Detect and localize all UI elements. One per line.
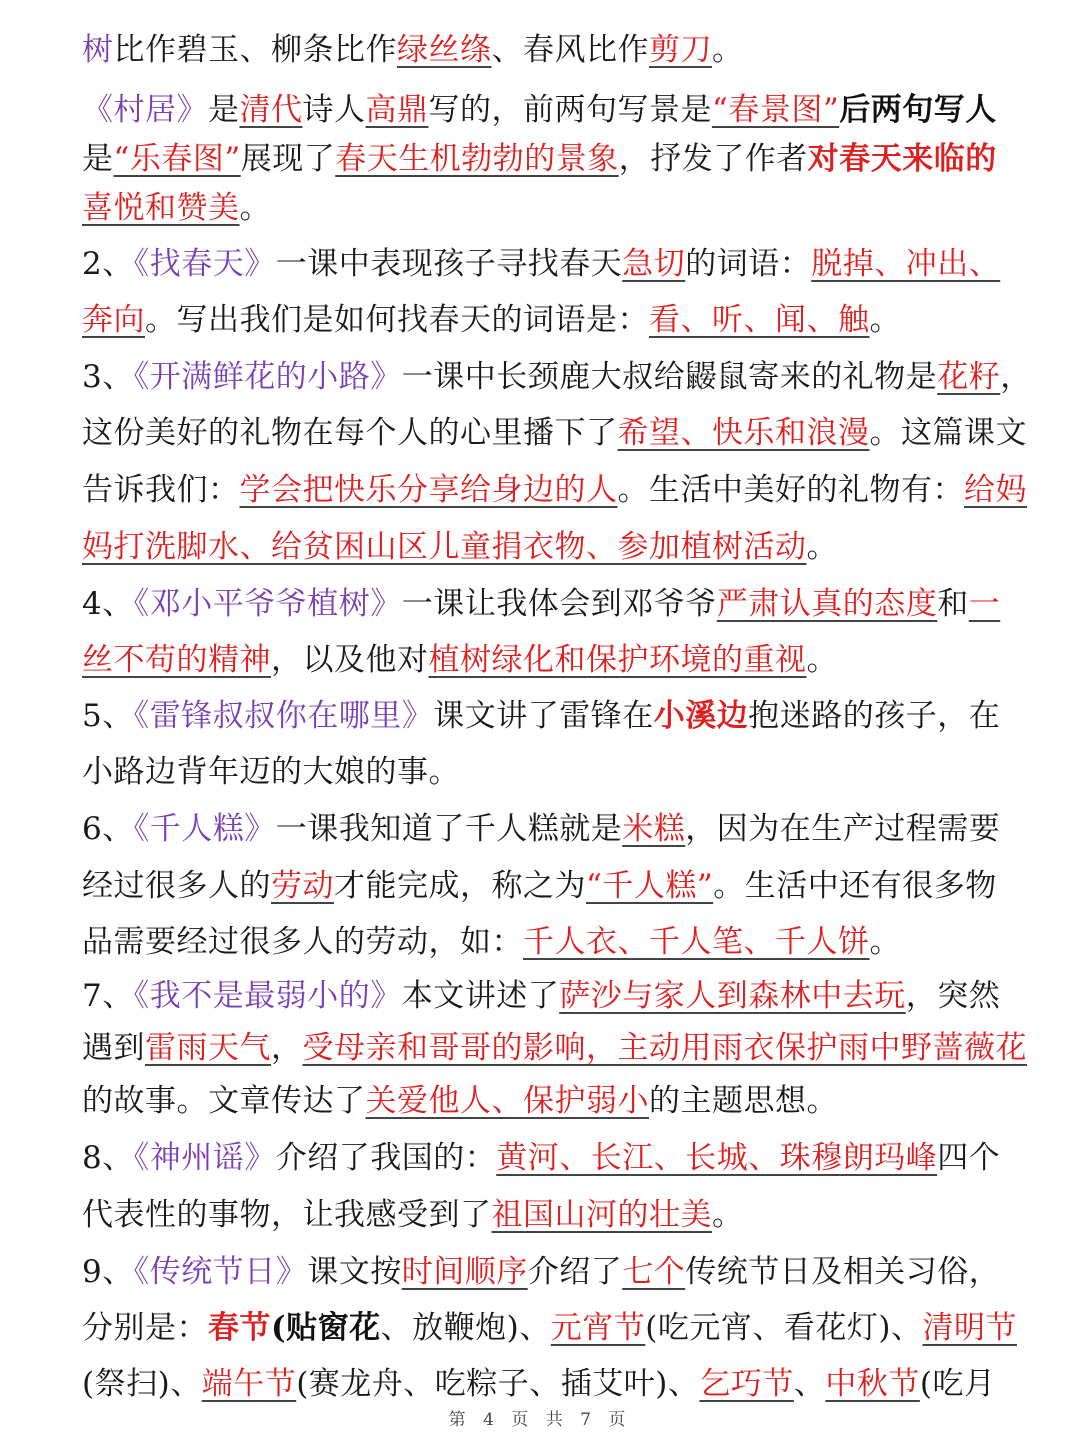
key-answer: 严肃认真的态度 bbox=[716, 586, 938, 622]
text-segment: 课文按 bbox=[307, 1254, 402, 1290]
key-answer: 黄河、长江、长城、珠穆朗玛峰 bbox=[496, 1140, 938, 1176]
text-line bbox=[82, 180, 1042, 236]
text-line bbox=[82, 1073, 1042, 1129]
key-answer: 希望、快乐和浪漫 bbox=[617, 415, 870, 451]
key-answer-bold: 对春天来临的 bbox=[807, 141, 997, 177]
text-segment: 。写出我们是如何找春天的词语是： bbox=[145, 302, 649, 338]
text-segment: 、春风比作 bbox=[491, 32, 649, 68]
text-segment: 的故事。文章传达了 bbox=[82, 1083, 366, 1119]
text-segment: 介绍了 bbox=[527, 1254, 623, 1290]
text-segment: 。 bbox=[712, 32, 744, 68]
text-segment: ，突然 bbox=[905, 978, 1001, 1014]
text-segment: 抱迷路的孩子，在 bbox=[748, 698, 1001, 734]
key-answer-bold: 春节 bbox=[208, 1310, 271, 1346]
text-segment: 一课中表现孩子寻找春天 bbox=[275, 246, 623, 282]
bold-text: (贴窗花 bbox=[271, 1310, 381, 1346]
key-answer: 元宵节 bbox=[550, 1310, 646, 1346]
text-segment: 四个 bbox=[937, 1140, 1001, 1176]
text-line bbox=[82, 1187, 1042, 1243]
text-segment: 。这篇课文 bbox=[869, 415, 1027, 451]
text-line bbox=[82, 744, 1042, 800]
text-line bbox=[82, 462, 1042, 518]
key-answer: 学会把快乐分享给身边的人 bbox=[239, 472, 618, 508]
text-segment: 5、 bbox=[82, 698, 134, 734]
text-segment: 的主题思想。 bbox=[649, 1083, 838, 1119]
text-line bbox=[82, 858, 1042, 914]
key-answer: 喜悦和赞美 bbox=[82, 190, 240, 226]
key-answer: 受母亲和哥哥的影响，主动用雨衣保护雨中野蔷薇花 bbox=[302, 1030, 1027, 1066]
text-segment: 才能完成，称之为 bbox=[334, 868, 586, 904]
key-answer: 脱掉、冲出、 bbox=[811, 246, 1001, 282]
text-segment: 2、 bbox=[82, 246, 134, 282]
text-segment: 经过很多人的 bbox=[82, 868, 271, 904]
key-answer: “乐春图” bbox=[113, 141, 241, 177]
text-segment: 展现了 bbox=[240, 141, 336, 177]
lesson-title: 《村居》 bbox=[82, 92, 208, 128]
text-segment: 4、 bbox=[82, 586, 134, 622]
key-answer: 春天生机勃勃的景象 bbox=[335, 141, 619, 177]
lesson-title: 《找春天》 bbox=[133, 246, 276, 282]
lesson-title: 《千人糕》 bbox=[133, 811, 276, 847]
text-segment: 代表性的事物，让我感受到了 bbox=[82, 1197, 492, 1233]
text-segment: 。 bbox=[712, 1197, 744, 1233]
key-answer: 奔向 bbox=[82, 302, 145, 338]
text-segment: 遇到 bbox=[82, 1030, 145, 1066]
text-segment: 告诉我们： bbox=[82, 472, 240, 508]
lesson-title: 《雷锋叔叔你在哪里》 bbox=[133, 698, 434, 734]
text-segment: 。 bbox=[869, 924, 901, 960]
text-segment: 小路边背年迈的大娘的事。 bbox=[82, 754, 460, 790]
text-segment: (祭扫)、 bbox=[82, 1366, 202, 1402]
key-answer: 端午节 bbox=[201, 1366, 297, 1402]
text-line bbox=[82, 22, 1042, 78]
text-line bbox=[82, 1020, 1042, 1076]
text-segment: 写的，前两句写景是 bbox=[428, 92, 712, 128]
text-segment: 一课我知道了千人糕就是 bbox=[275, 811, 623, 847]
lesson-title: 《我不是最弱小的》 bbox=[133, 978, 402, 1014]
text-segment: ， bbox=[1000, 359, 1032, 395]
key-answer: 剪刀 bbox=[649, 32, 712, 68]
text-segment: 7、 bbox=[82, 978, 134, 1014]
text-segment: 、 bbox=[793, 1366, 826, 1402]
text-segment: ，因为在生产过程需要 bbox=[685, 811, 1001, 847]
lesson-title: 《邓小平爷爷植树》 bbox=[133, 586, 402, 622]
key-answer: 米糕 bbox=[622, 811, 686, 847]
key-answer: 乞巧节 bbox=[699, 1366, 794, 1402]
lesson-title: 《传统节日》 bbox=[133, 1254, 308, 1290]
text-segment: (吃月 bbox=[919, 1366, 996, 1402]
key-answer: 清代 bbox=[239, 92, 303, 128]
text-line bbox=[82, 292, 1042, 348]
text-segment: 是 bbox=[208, 92, 240, 128]
text-segment: 。 bbox=[806, 529, 838, 565]
lesson-title: 树 bbox=[82, 32, 114, 68]
key-answer: 千人衣、千人笔、千人饼 bbox=[523, 924, 870, 960]
text-line bbox=[82, 968, 1042, 1024]
key-answer: 萨沙与家人到森林中去玩 bbox=[559, 978, 906, 1014]
text-line bbox=[82, 801, 1042, 857]
text-segment: 的词语： bbox=[685, 246, 812, 282]
key-answer: 关爱他人、保护弱小 bbox=[365, 1083, 649, 1119]
key-answer: 清明节 bbox=[922, 1310, 1017, 1346]
text-line bbox=[82, 519, 1042, 575]
key-answer: 花籽 bbox=[937, 359, 1001, 395]
text-segment: 传统节日及相关习俗， bbox=[685, 1254, 1001, 1290]
key-answer: 劳动 bbox=[271, 868, 334, 904]
key-answer: “春景图” bbox=[712, 92, 840, 128]
text-line bbox=[82, 349, 1042, 405]
key-answer: 中秋节 bbox=[825, 1366, 920, 1402]
lesson-title: 《神州谣》 bbox=[133, 1140, 276, 1176]
text-segment: 诗人 bbox=[302, 92, 366, 128]
text-segment: 一课让我体会到邓爷爷 bbox=[401, 586, 717, 622]
text-line bbox=[82, 131, 1042, 187]
text-line bbox=[82, 1356, 1042, 1412]
text-line bbox=[82, 632, 1042, 688]
text-segment: 品需要经过很多人的劳动，如： bbox=[82, 924, 523, 960]
key-answer: 雷雨天气 bbox=[145, 1030, 271, 1066]
key-answer: 给妈 bbox=[964, 472, 1027, 508]
text-segment: 。 bbox=[806, 642, 838, 678]
text-line bbox=[82, 1130, 1042, 1186]
text-line bbox=[82, 82, 1042, 138]
text-line bbox=[82, 576, 1042, 632]
key-answer: 绿丝绦 bbox=[397, 32, 492, 68]
text-line bbox=[82, 688, 1042, 744]
text-segment: 这份美好的礼物在每个人的心里播下了 bbox=[82, 415, 618, 451]
text-segment: 比作碧玉、柳条比作 bbox=[113, 32, 397, 68]
key-answer: 丝不苟的精神 bbox=[82, 642, 271, 678]
text-segment: ，抒发了作者 bbox=[618, 141, 808, 177]
text-segment: 是 bbox=[82, 141, 114, 177]
key-answer: 时间顺序 bbox=[401, 1254, 528, 1290]
page-number-footer: 第 4 页 共 7 页 bbox=[448, 1410, 632, 1430]
text-segment: (赛龙舟、吃粽子、插艾叶)、 bbox=[296, 1366, 700, 1402]
text-segment: (吃元宵、看花灯)、 bbox=[645, 1310, 923, 1346]
text-segment: 、放鞭炮)、 bbox=[380, 1310, 551, 1346]
text-line bbox=[82, 914, 1042, 970]
key-answer: 妈打洗脚水、给贫困山区儿童捐衣物、参加植树活动 bbox=[82, 529, 807, 565]
key-answer: “千人糕” bbox=[586, 868, 714, 904]
key-answer: 一 bbox=[968, 586, 1001, 622]
text-segment: ， bbox=[271, 1030, 303, 1066]
text-line bbox=[82, 236, 1042, 292]
bold-text: 后两句写人 bbox=[839, 92, 997, 128]
text-segment: 3、 bbox=[82, 359, 134, 395]
text-segment: 介绍了我国的： bbox=[275, 1140, 497, 1176]
text-segment: 。生活中美好的礼物有： bbox=[617, 472, 964, 508]
text-segment: 6、 bbox=[82, 811, 134, 847]
text-segment: 分别是： bbox=[82, 1310, 208, 1346]
key-answer: 祖国山河的壮美 bbox=[491, 1197, 712, 1233]
key-answer: 七个 bbox=[622, 1254, 686, 1290]
text-segment: 。生活中还有很多物 bbox=[713, 868, 997, 904]
text-segment: 本文讲述了 bbox=[401, 978, 560, 1014]
text-segment: 。 bbox=[869, 302, 901, 338]
text-line bbox=[82, 1244, 1042, 1300]
key-answer: 高鼎 bbox=[365, 92, 429, 128]
key-answer-bold: 小溪边 bbox=[653, 698, 749, 734]
text-line bbox=[82, 1300, 1042, 1356]
text-segment: 8、 bbox=[82, 1140, 134, 1176]
key-answer: 看、听、闻、触 bbox=[649, 302, 870, 338]
text-segment: 。 bbox=[239, 190, 271, 226]
key-answer: 急切 bbox=[622, 246, 686, 282]
text-segment: 一课中长颈鹿大叔给鼹鼠寄来的礼物是 bbox=[401, 359, 938, 395]
text-segment: 课文讲了雷锋在 bbox=[433, 698, 654, 734]
key-answer: 植树绿化和保护环境的重视 bbox=[428, 642, 807, 678]
text-segment: ，以及他对 bbox=[271, 642, 429, 678]
text-line bbox=[82, 405, 1042, 461]
lesson-title: 《开满鲜花的小路》 bbox=[133, 359, 402, 395]
text-segment: 和 bbox=[937, 586, 969, 622]
text-segment: 9、 bbox=[82, 1254, 134, 1290]
